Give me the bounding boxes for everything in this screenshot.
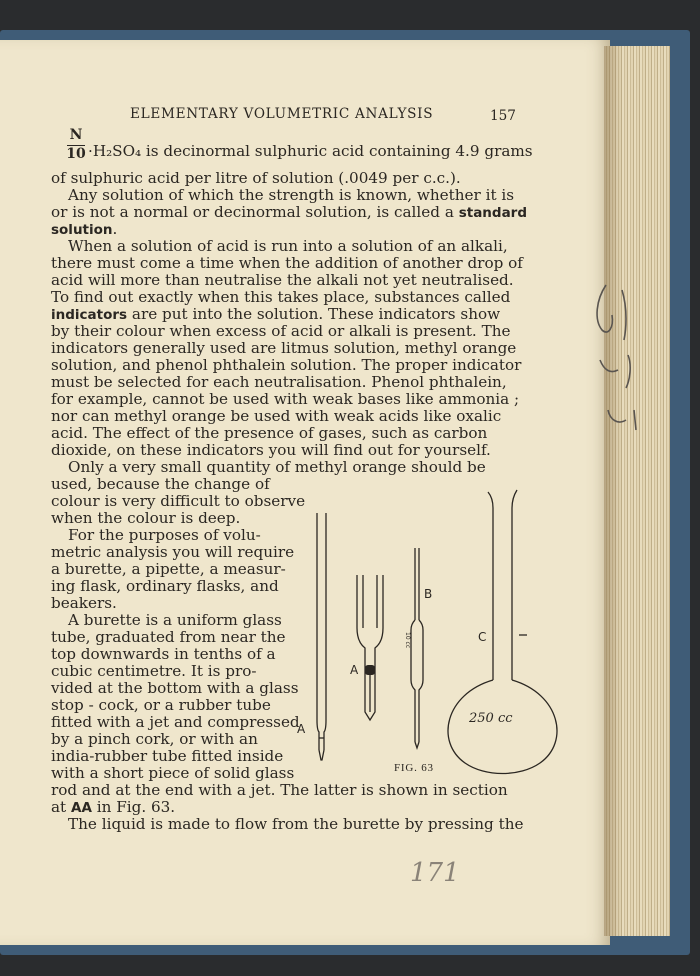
- text-run: by a pinch cork, or with an: [51, 730, 258, 748]
- text-run: The liquid is made to flow from the burette by pressing the: [68, 815, 524, 833]
- text-line: [51, 561, 286, 578]
- text-line: [51, 578, 279, 595]
- text-run: For the purposes of volu-: [68, 526, 261, 544]
- text-line: [51, 255, 523, 272]
- text-run: by their colour when excess of acid or alkali is present. The: [51, 322, 511, 340]
- text-run: vided at the bottom with a glass: [51, 679, 299, 697]
- text-line: [51, 629, 286, 646]
- text-run: acid. The effect of the presence of gases, such as carbon: [51, 424, 488, 442]
- text-run: a burette, a pipette, a measur-: [51, 560, 286, 578]
- page-gutter-shadow: [604, 46, 622, 936]
- text-run: beakers.: [51, 594, 117, 612]
- text-line: [51, 391, 519, 408]
- text-run: nor can methyl orange be used with weak acids like oxalic: [51, 407, 502, 425]
- pipette-drawing: [411, 548, 423, 748]
- text-run: india-rubber tube fitted inside: [51, 747, 284, 765]
- text-line: [51, 442, 491, 459]
- text-run: for example, cannot be used with weak bases like ammonia ;: [51, 390, 520, 408]
- text-run: there must come a time when the addition of another drop of: [51, 254, 523, 272]
- burette-drawing: [317, 513, 326, 760]
- figure-label-c: C: [478, 630, 487, 644]
- text-run: metric analysis you will require: [51, 543, 295, 561]
- formula-fraction: [66, 127, 86, 163]
- text-line: [51, 680, 299, 697]
- text-run: must be selected for each neutralisation. Phenol phthalein,: [51, 373, 507, 391]
- text-line: [51, 272, 514, 289]
- pipette-mark-label: 10 cc: [404, 632, 411, 649]
- text-run: fitted with a jet and compressed: [51, 713, 300, 731]
- text-line: [51, 697, 271, 714]
- figure-label-a-left: A: [297, 722, 306, 736]
- bold-term: AA: [71, 800, 92, 816]
- text-run: To find out exactly when this takes place, substances called: [51, 288, 511, 306]
- figure-label-b: B: [424, 587, 433, 601]
- text-line: [68, 459, 486, 476]
- text-run: When a solution of acid is run into a solution of an alkali,: [68, 237, 508, 255]
- text-run: dioxide, on these indicators you will find out for yourself.: [51, 441, 491, 459]
- fraction-numerator: N: [69, 127, 83, 143]
- text-line: [51, 323, 510, 340]
- formula-text: ·H₂SO₄ is decinormal sulphuric acid containing 4.9 grams: [88, 142, 533, 160]
- text-run: used, because the change of: [51, 475, 270, 493]
- text-run: A burette is a uniform glass: [68, 611, 282, 629]
- bold-term: standard: [458, 205, 528, 221]
- page-number: 157: [490, 108, 516, 124]
- text-line: [51, 425, 487, 442]
- text-run: or is not a normal or decinormal solution, is called a: [51, 203, 459, 221]
- text-run: are put into the solution. These indicators show: [127, 305, 501, 323]
- text-line: [68, 816, 523, 833]
- text-line: [51, 510, 240, 527]
- text-line: [51, 408, 501, 425]
- running-header: ELEMENTARY VOLUMETRIC ANALYSIS: [130, 106, 434, 122]
- text-line: [51, 340, 516, 357]
- text-line: [68, 527, 261, 544]
- text-run: colour is very difficult to observe: [51, 492, 306, 510]
- text-line: [51, 493, 305, 510]
- pinch-cork-mark: [365, 665, 375, 675]
- text-run: .: [112, 220, 118, 238]
- text-run: tube, graduated from near the: [51, 628, 286, 646]
- text-line: [51, 663, 257, 680]
- text-run: ing flask, ordinary flasks, and: [51, 577, 279, 595]
- text-run: Only a very small quantity of methyl orange should be: [68, 458, 486, 476]
- text-run: acid will more than neutralise the alkali not yet neutralised.: [51, 271, 514, 289]
- text-run: in Fig. 63.: [91, 798, 176, 816]
- text-line: [51, 765, 294, 782]
- bold-term: indicators: [51, 307, 128, 323]
- text-run: stop - cock, or a rubber tube: [51, 696, 271, 714]
- text-run: at: [51, 798, 71, 816]
- text-run: indicators generally used are litmus solution, methyl orange: [51, 339, 517, 357]
- text-run: when the colour is deep.: [51, 509, 241, 527]
- text-line: [68, 238, 508, 255]
- text-run: Any solution of which the strength is known, whether it is: [68, 186, 515, 204]
- jet-section-drawing: [357, 575, 383, 720]
- text-line: [51, 748, 283, 765]
- text-run: cubic centimetre. It is pro-: [51, 662, 257, 680]
- measuring-flask-drawing: [448, 490, 557, 774]
- text-line: [51, 357, 521, 374]
- text-run: of sulphuric acid per litre of solution (.0049 per c.c.).: [51, 169, 461, 187]
- bold-term: solution: [51, 222, 113, 238]
- figure-caption: FIG. 63: [394, 762, 434, 774]
- text-line: [51, 731, 258, 748]
- fraction-denominator: 10: [66, 146, 86, 162]
- text-line: [51, 204, 527, 222]
- text-run: with a short piece of solid glass: [51, 764, 295, 782]
- text-line: [68, 612, 282, 629]
- text-run: top downwards in tenths of a: [51, 645, 276, 663]
- text-line: [51, 289, 510, 306]
- text-run: rod and at the end with a jet. The latter is shown in section: [51, 781, 508, 799]
- flask-volume-label: 250 cc: [469, 711, 513, 726]
- figure-63: [295, 480, 565, 790]
- text-line: [51, 374, 507, 391]
- text-line: [51, 544, 294, 561]
- handwritten-page-number: 171: [410, 858, 460, 888]
- text-line: [51, 646, 276, 663]
- figure-label-a-right: A: [350, 663, 359, 677]
- text-run: solution, and phenol phthalein solution. The proper indicator: [51, 356, 522, 374]
- text-line: [51, 170, 461, 187]
- text-line: [68, 187, 514, 204]
- text-line: [51, 476, 270, 493]
- text-line: [51, 714, 300, 731]
- text-line: [51, 595, 117, 612]
- handwritten-margin-marks: [588, 270, 648, 440]
